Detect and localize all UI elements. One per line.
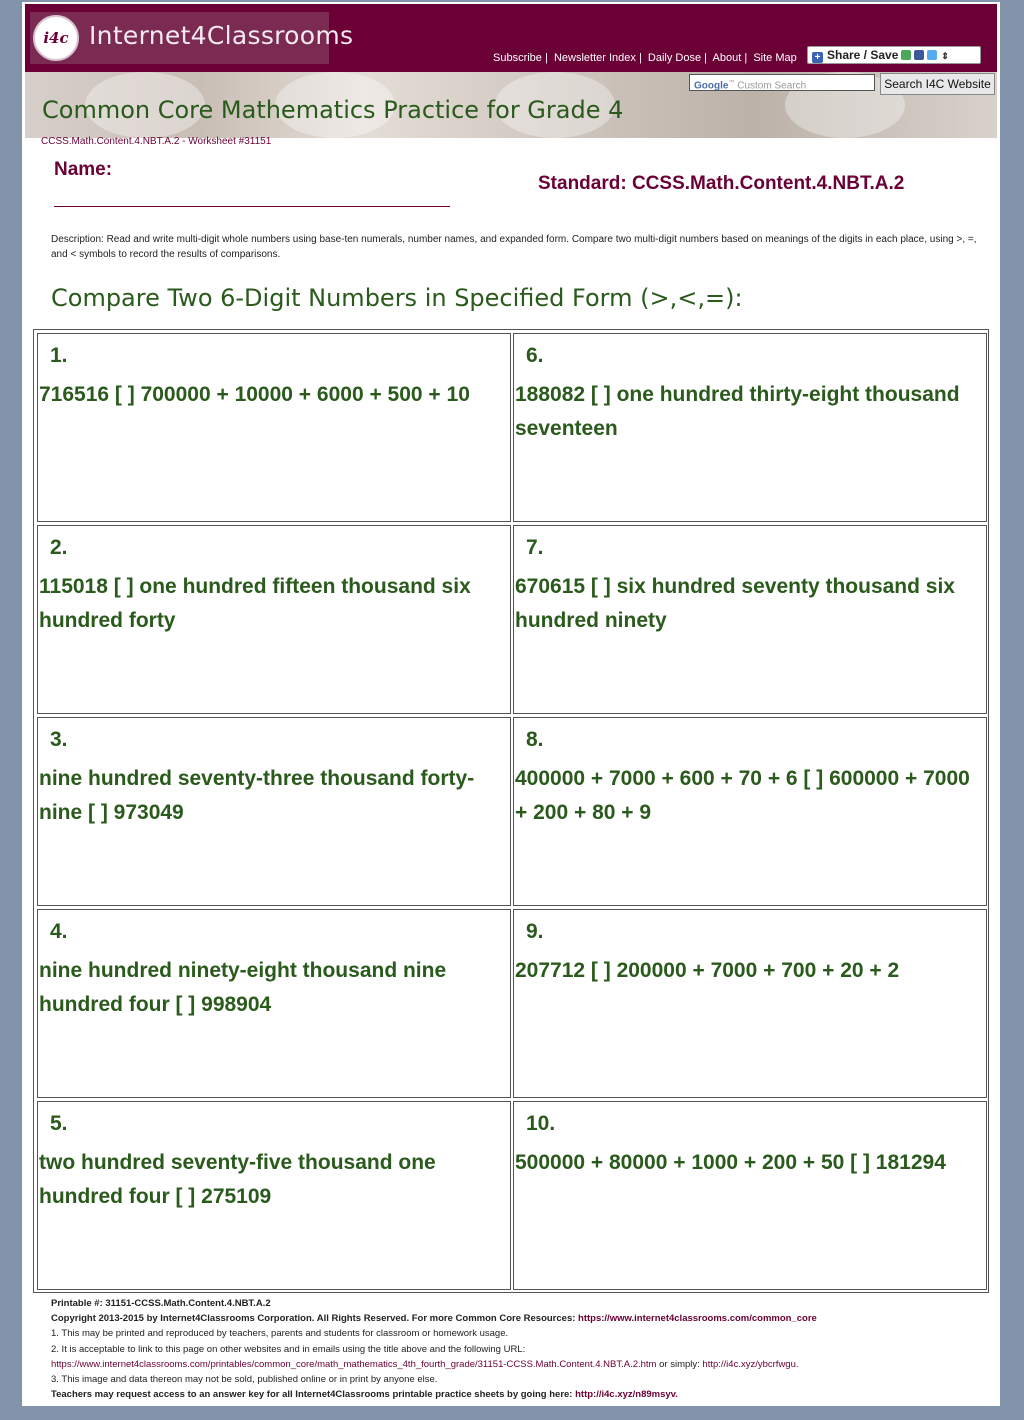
top-nav: Subscribe | Newsletter Index | Daily Dose | About | Site Map [493,52,797,64]
question-text: 500000 + 80000 + 1000 + 200 + 50 [ ] 181294 [515,1151,946,1174]
nav-link-daily-dose[interactable]: Daily Dose [647,52,702,64]
worksheet-title: Compare Two 6-Digit Numbers in Specified Form (>,<,=): [51,284,743,312]
nav-link-about[interactable]: About [712,52,742,64]
logo-icon: i4c [33,15,79,61]
twitter-icon [927,50,937,60]
question-number: 2. [50,536,68,559]
logo-text: Internet4Classrooms [89,21,354,50]
question-number: 8. [526,728,544,751]
question-cell [513,333,987,522]
question-text: nine hundred seventy-three thousand forty-nine [ ] 973049 [39,767,475,824]
question-cell [37,525,511,714]
question-text: two hundred seventy-five thousand one hundred four [ ] 275109 [39,1151,436,1208]
question-number: 10. [526,1112,556,1135]
facebook-icon [914,50,924,60]
answer-key-note: Teachers may request access to an answer key for all Internet4Classrooms printable practice sheets by going here: http://i4c.xyz/n89msyv. [51,1389,678,1401]
question-number: 1. [50,344,68,367]
question-number: 5. [50,1112,68,1135]
question-number: 4. [50,920,68,943]
question-cell [513,909,987,1098]
question-cell [37,1101,511,1290]
question-grid [33,329,989,1293]
question-cell [37,909,511,1098]
share-plus-icon: + [812,52,823,63]
breadcrumb[interactable]: CCSS.Math.Content.4.NBT.A.2 - Worksheet #31151 [41,136,272,147]
site-header [25,4,997,72]
search-button[interactable]: Search I4C Website [880,73,995,95]
search-input[interactable]: Google™ Custom Search [689,74,875,91]
header-banner [25,72,997,138]
page [22,2,1000,1406]
page-title: Common Core Mathematics Practice for Grade 4 [42,96,624,124]
question-cell [513,717,987,906]
share-email-icon [901,50,911,60]
google-logo: Google [694,80,729,92]
usage-rule-2: 2. It is acceptable to link to this page on other websites and in emails using the title above and the following URL: [51,1343,526,1355]
copyright: Copyright 2013-2015 by Internet4Classrooms Corporation. All Rights Reserved. For more Common Core Resources: https://www.internet4classrooms.com/common_core [51,1313,817,1325]
question-cell [513,1101,987,1290]
usage-rule-2-links: https://www.internet4classrooms.com/printables/common_core/math_mathematics_4th_fourth_grade/31151-CCSS.Math.Content.4.NBT.A.2.htm or simply: http://i4c.xyz/ybcrfwgu. [51,1358,799,1370]
nav-link-newsletter-index[interactable]: Newsletter Index [553,52,636,64]
question-cell [513,525,987,714]
question-cell [37,717,511,906]
question-text: 207712 [ ] 200000 + 7000 + 700 + 20 + 2 [515,959,900,982]
question-number: 6. [526,344,544,367]
common-core-link[interactable]: https://www.internet4classrooms.com/common_core [578,1313,817,1325]
usage-rule-1: 1. This may be printed and reproduced by teachers, parents and students for classroom or homework usage. [51,1328,509,1340]
search-placeholder: Custom Search [737,80,807,92]
short-url-link[interactable]: http://i4c.xyz/ybcrfwgu. [702,1358,799,1370]
question-text: 188082 [ ] one hundred thirty-eight thousand seventeen [515,383,960,440]
chevron-updown-icon: ⇕ [941,51,949,61]
site-logo[interactable] [30,12,354,64]
question-number: 7. [526,536,544,559]
question-text: nine hundred ninety-eight thousand nine hundred four [ ] 998904 [39,959,447,1016]
standard-label: Standard: CCSS.Math.Content.4.NBT.A.2 [538,173,905,194]
question-number: 3. [50,728,68,751]
footer [51,1296,991,1402]
question-text: 716516 [ ] 700000 + 10000 + 6000 + 500 + 10 [39,383,470,406]
usage-rule-3: 3. This image and data thereon may not be sold, published online or in print by anyone else. [51,1374,438,1386]
worksheet-url-link[interactable]: https://www.internet4classrooms.com/printables/common_core/math_mathematics_4th_fourth_grade/31151-CCSS.Math.Content.4.NBT.A.2.htm [51,1358,657,1370]
description: Description: Read and write multi-digit whole numbers using base-ten numerals, number names, and expanded form. Compare two multi-digit numbers based on meanings of the digits in each place, using >, =, and < symbols to record the results of comparisons. [51,234,977,260]
question-cell [37,333,511,522]
nav-link-site-map[interactable]: Site Map [753,52,797,64]
name-line [54,206,450,207]
question-text: 400000 + 7000 + 600 + 70 + 6 [ ] 600000 + 7000 + 200 + 80 + 9 [515,767,970,824]
question-number: 9. [526,920,544,943]
name-label: Name: [54,159,113,180]
answer-key-link[interactable]: http://i4c.xyz/n89msyv. [575,1389,678,1401]
printable-number: Printable #: 31151-CCSS.Math.Content.4.NBT.A.2 [51,1298,271,1309]
question-text: 115018 [ ] one hundred fifteen thousand six hundred forty [39,575,471,632]
share-save-button[interactable]: + Share / Save ⇕ [807,46,981,64]
question-text: 670615 [ ] six hundred seventy thousand six hundred ninety [515,575,955,632]
nav-link-subscribe[interactable]: Subscribe [493,52,542,64]
